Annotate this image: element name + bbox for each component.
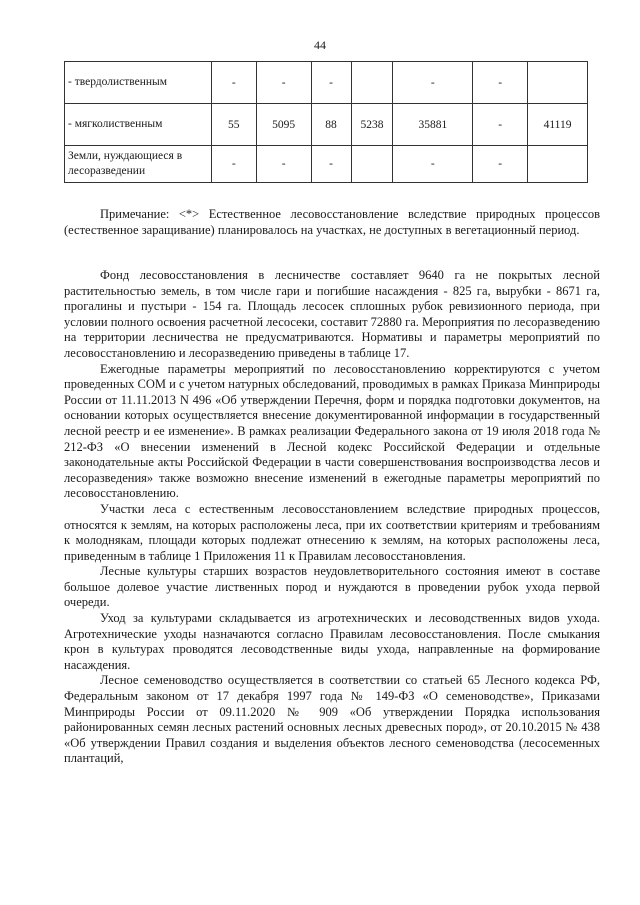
paragraph: Фонд лесовосстановления в лесничестве составляет 9640 га не покрытых лесной растительностью земель, в том числе гари и погибшие насаждения - 825 га, вырубки - 8671 га, прогалины и пустыри - 154 га. Площадь лесосек сплошных рубок ревизионного периода, при условии полного освоения расчетной лесосеки, составит 72880 га. Мероприятия по лесоразведению на территории лесничества не предусматриваются. Нормативы и параметры мероприятий по лесовосстановлению и лесоразведению приведены в таблице 17.	[64, 268, 600, 360]
table-cell: -	[211, 62, 256, 104]
table-cell	[528, 62, 588, 104]
table-note	[64, 207, 600, 238]
table-cell: -	[311, 146, 351, 183]
page-number: 44	[314, 38, 326, 52]
table-cell: -	[473, 146, 528, 183]
row-label: - мягколиственным	[65, 104, 212, 146]
table-cell: 35881	[393, 104, 473, 146]
table-cell: 55	[211, 104, 256, 146]
table-cell: -	[393, 62, 473, 104]
table-cell: 41119	[528, 104, 588, 146]
body-text	[64, 268, 600, 767]
paragraph: Уход за культурами складывается из агротехнических и лесоводственных видов ухода. Агротехнические уходы назначаются согласно Правилам лесовосстановления. После смыкания крон в культурах проводятся лесоводственные виды ухода, направленные на формирование насаждения.	[64, 611, 600, 672]
table-cell	[351, 146, 393, 183]
table-cell: -	[473, 62, 528, 104]
data-table	[64, 61, 588, 183]
table-cell: -	[211, 146, 256, 183]
table-cell	[528, 146, 588, 183]
table-cell: 5095	[256, 104, 311, 146]
row-label: - твердолиственным	[65, 62, 212, 104]
paragraph: Лесные культуры старших возрастов неудовлетворительного состояния имеют в составе большое долевое участие лиственных пород и нуждаются в проведении рубок ухода первой очереди.	[64, 564, 600, 610]
table-cell: -	[256, 62, 311, 104]
row-label: Земли, нуждающиеся в лесоразведении	[65, 146, 212, 183]
table-cell: -	[473, 104, 528, 146]
paragraph: Лесное семеноводство осуществляется в соответствии со статьей 65 Лесного кодекса РФ, Федеральным законом от 17 декабря 1997 года № 149-ФЗ «О семеноводстве», Приказами Минприроды России от 09.11.2020 № 909 «Об утверждении Порядка использования районированных семян лесных растений основных лесных древесных пород», от 20.10.2015 № 438 «Об утверждении Правил создания и выделения объектов лесного семеноводства (лесосеменных плантаций,	[64, 673, 600, 766]
table-cell	[351, 62, 393, 104]
table-row	[65, 146, 588, 183]
table-row	[65, 104, 588, 146]
table-row	[65, 62, 588, 104]
table-cell: 88	[311, 104, 351, 146]
table-cell: -	[256, 146, 311, 183]
paragraph: Ежегодные параметры мероприятий по лесовосстановлению корректируются с учетом проведенных СОМ и с учетом натурных обследований, проводимых в рамках Приказа Минприроды России от 11.11.2013 N 496 «Об утверждении Перечня, форм и порядка подготовки документов, на основании которых осуществляется внесение документированной информации в государственный лесной реестр и ее изменение». В рамках реализации Федерального закона от 19 июля 2018 года № 212-ФЗ «О внесении изменений в Лесной кодекс Российской Федерации и отдельные законодательные акты Российской Федерации в части совершенствования воспроизводства лесов и лесоразведения» также возможно внесение изменений в ежегодные параметры мероприятий по лесовосстановлению.	[64, 361, 600, 501]
table-cell: 5238	[351, 104, 393, 146]
table-cell: -	[311, 62, 351, 104]
note-paragraph: Примечание: <*> Естественное лесовосстановление вследствие природных процессов (естественное заращивание) планировалось на участках, не доступных в вегетационный период.	[64, 207, 600, 237]
table-cell: -	[393, 146, 473, 183]
paragraph: Участки леса с естественным лесовосстановлением вследствие природных процессов, относятся к землям, на которых расположены леса, при их соответствии критериям и требованиям к молоднякам, площади которых подлежат отнесению к землям, на которых расположены леса, приведенным в таблице 1 Приложения 11 к Правилам лесовосстановления.	[64, 501, 600, 563]
